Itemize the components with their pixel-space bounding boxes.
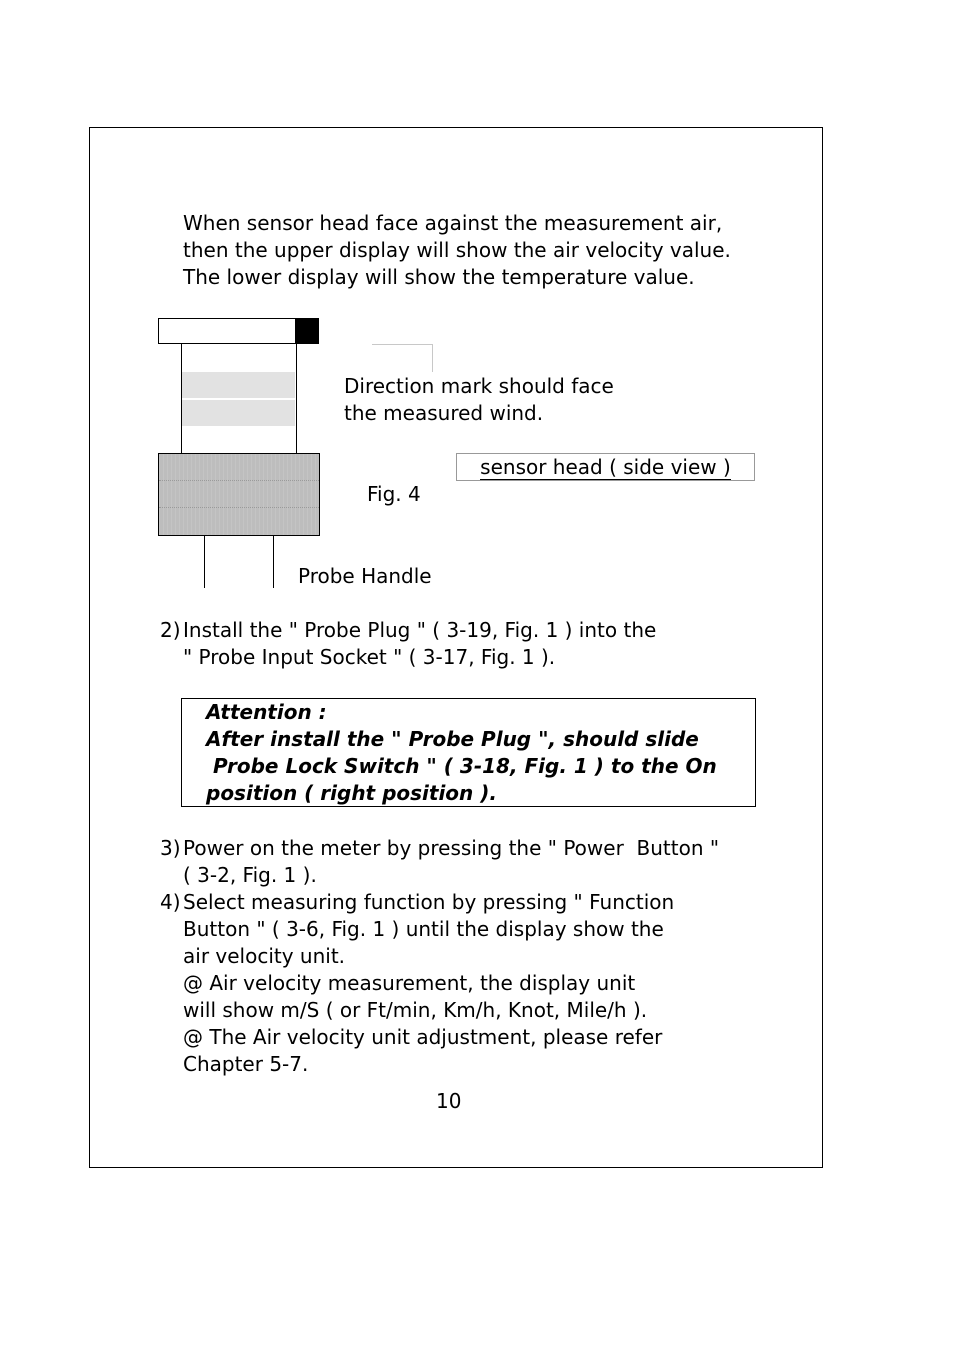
step-line: Install the " Probe Plug " ( 3-19, Fig. 1 ) into the — [183, 618, 657, 642]
probe-handle-body — [158, 453, 320, 536]
intro-paragraph — [183, 210, 731, 291]
step-line: will show m/S ( or Ft/min, Km/h, Knot, Mile/h ). — [183, 998, 648, 1022]
sensor-neck — [181, 344, 297, 454]
direction-note — [344, 373, 614, 427]
attention-title: Attention : — [206, 700, 327, 724]
page-number: 10 — [436, 1089, 462, 1113]
step-4-text — [183, 889, 674, 1078]
direction-note-line: Direction mark should face — [344, 374, 614, 398]
figure-label: Fig. 4 — [367, 482, 421, 506]
step-line: Chapter 5-7. — [183, 1052, 309, 1076]
intro-line: When sensor head face against the measurement air, — [183, 211, 723, 235]
handle-stem-left — [204, 536, 205, 588]
step-line: " Probe Input Socket " ( 3-17, Fig. 1 ). — [183, 645, 556, 669]
step-line: Button " ( 3-6, Fig. 1 ) until the display show the — [183, 917, 664, 941]
step-3-text — [183, 835, 719, 889]
direction-note-line: the measured wind. — [344, 401, 544, 425]
direction-mark — [296, 318, 319, 344]
handle-stem-right — [273, 536, 274, 588]
figure-caption: sensor head ( side view ) — [480, 455, 731, 479]
step-number: 2) — [160, 618, 181, 642]
step-line: @ Air velocity measurement, the display unit — [183, 971, 636, 995]
sensor-neck-band — [182, 400, 295, 426]
sensor-neck-band — [182, 372, 295, 398]
sensor-head-top — [158, 318, 296, 344]
intro-line: The lower display will show the temperature value. — [183, 265, 695, 289]
attention-line: After install the " Probe Plug ", should slide — [206, 727, 699, 751]
step-line: Power on the meter by pressing the " Power Button " — [183, 836, 720, 860]
step-line: air velocity unit. — [183, 944, 346, 968]
attention-box — [181, 698, 756, 807]
attention-line: Probe Lock Switch " ( 3-18, Fig. 1 ) to the On — [206, 754, 717, 778]
step-line: @ The Air velocity unit adjustment, please refer — [183, 1025, 663, 1049]
step-number: 4) — [160, 890, 181, 914]
figure-caption-box — [456, 453, 755, 481]
intro-line: then the upper display will show the air velocity value. — [183, 238, 731, 262]
step-number: 3) — [160, 836, 181, 860]
direction-pointer-line — [372, 344, 433, 372]
step-2-text — [183, 617, 656, 671]
attention-line: position ( right position ). — [206, 781, 497, 805]
probe-handle-label: Probe Handle — [298, 564, 432, 588]
handle-divider — [159, 480, 319, 481]
step-line: ( 3-2, Fig. 1 ). — [183, 863, 317, 887]
handle-divider — [159, 507, 319, 508]
step-line: Select measuring function by pressing " Function — [183, 890, 675, 914]
